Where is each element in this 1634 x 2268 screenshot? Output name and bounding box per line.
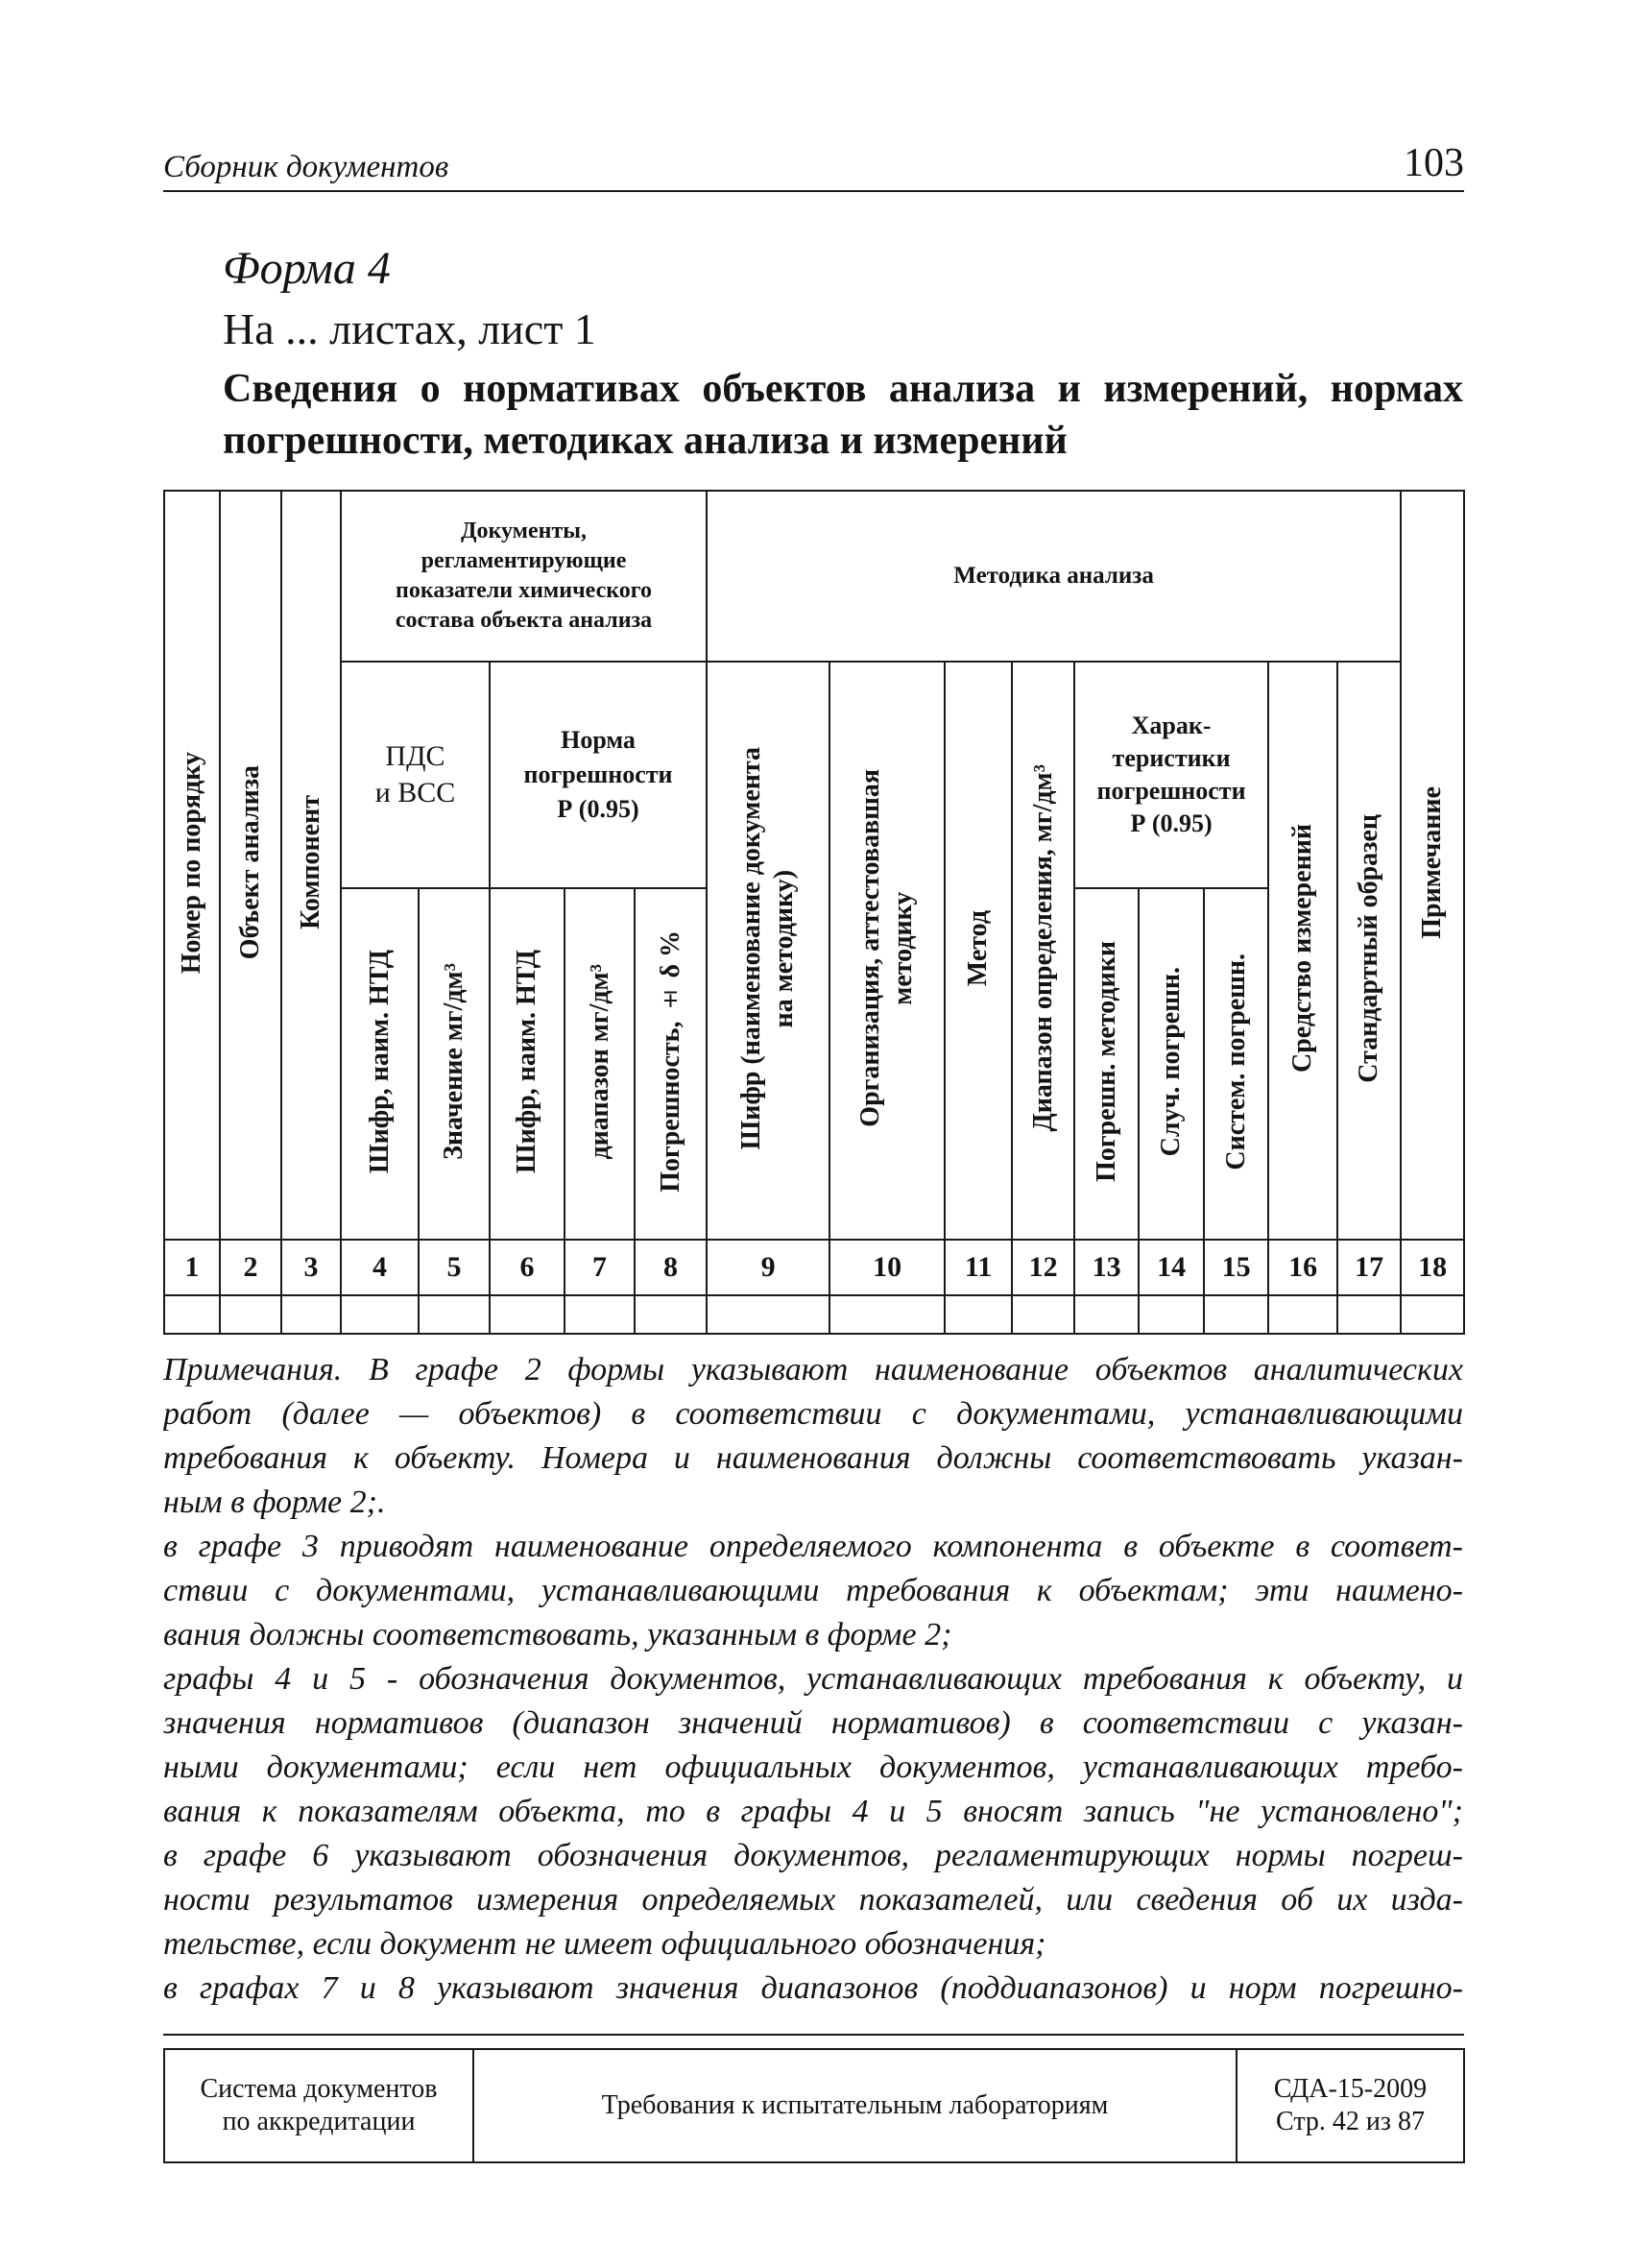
note-line: ности результатов измерения определяемых показателей, или сведения об их изда- [163,1882,1463,1918]
column-number: 17 [1337,1240,1401,1295]
col-label-analysis-object: Объект анализа [235,765,265,960]
note-line: в графе 3 приводят наименование определяемого компонента в объекте в соответ- [163,1529,1463,1564]
footer-system [164,2049,473,2162]
col-header-component [281,491,341,1240]
column-number: 11 [945,1240,1012,1295]
footer-doc-code: СДА-15-2009 [1273,2074,1428,2104]
column-number-row [164,1240,1464,1295]
col-label-norm-document: Шифр, наим. НТД [512,949,541,1174]
empty-cell [1268,1295,1337,1334]
col-header-reference-sample [1337,662,1401,1240]
footer-box [163,2048,1465,2163]
empty-cell [1337,1295,1401,1334]
col-label-measuring-instrument: Средство измерений [1287,823,1318,1073]
col-header-note [1401,491,1464,1240]
col-label-component: Компонент [296,795,325,930]
note-line: значения нормативов (диапазон значений нормативов) в соответствии с указан- [163,1705,1463,1741]
col-header-method [945,662,1012,1240]
footer-title: Требования к испытательным лабораториям [473,2049,1237,2162]
col-label-pds-value: Значение мг/дм³ [439,963,469,1160]
empty-cell [1139,1295,1204,1334]
col-label-method-error: Погрешн. методики [1091,941,1121,1182]
empty-cell [220,1295,281,1334]
column-number: 6 [490,1240,565,1295]
col-header-detection-range [1012,662,1074,1240]
empty-cell [490,1295,565,1334]
note-line: ным в форме 2;. [163,1484,386,1520]
col-label-norm-range: диапазон мг/дм³ [584,963,614,1160]
table-header-row [164,491,1464,662]
empty-cell [707,1295,829,1334]
col-label-note: Примечание [1417,786,1448,939]
form-name: Форма 4 [223,243,391,294]
col-header-method-code [707,662,829,1240]
col-header-norm-error [635,888,707,1240]
column-number: 10 [829,1240,945,1295]
col-label-pds-document: Шифр, наим. НТД [364,949,395,1174]
note-line: в графе 6 указывают обозначения документов, регламентирующих нормы погреш- [163,1838,1463,1873]
col-header-analysis-object [220,491,281,1240]
col-label-method: Метод [963,909,994,987]
column-number: 13 [1074,1240,1139,1295]
col-label-serial-number: Номер по порядку [177,751,206,975]
form-title-line: Сведения о нормативах объектов анализа и измерений, нормах [223,367,1463,411]
empty-cell [635,1295,707,1334]
note-line: требования к объекту. Номера и наименования должны соответствовать указан- [163,1440,1463,1476]
form-title-line: погрешности, методиках анализа и измерений [223,419,1068,463]
col-header-norm-document [490,888,565,1240]
column-number: 15 [1204,1240,1268,1295]
note-line: работ (далее — объектов) в соответствии с документами, устанавливающими [163,1396,1463,1432]
empty-cell [829,1295,945,1334]
col-header-method-error [1074,888,1139,1240]
footer-system-line: Система документов [200,2074,438,2104]
column-number: 1 [164,1240,220,1295]
note-line: графы 4 и 5 - обозначения документов, устанавливающих требования к объекту, и [163,1661,1463,1697]
col-header-random-error [1139,888,1204,1240]
column-number: 7 [565,1240,635,1295]
empty-cell [281,1295,341,1334]
empty-cell [1401,1295,1464,1334]
col-label-random-error: Случ. погрешн. [1156,966,1187,1157]
empty-cell [419,1295,490,1334]
empty-cell [1204,1295,1268,1334]
note-line: вания к показателям объекта, то в графы 4 и 5 вносят запись "не установлено"; [163,1794,1463,1829]
running-header-collection: Сборник документов [163,150,449,184]
page-number: 103 [1404,141,1464,185]
footer-doc-ref [1237,2049,1464,2162]
col-header-serial-number [164,491,220,1240]
col-header-certifying-organization [829,662,945,1240]
note-line: ствии с документами, устанавливающими требования к объектам; эти наимено- [163,1573,1463,1608]
group-header-analysis-method: Методика анализа [707,491,1401,662]
col-label-reference-sample: Стандартный образец [1354,813,1384,1083]
empty-cell [1012,1295,1074,1334]
col-header-norm-range [565,888,635,1240]
column-number: 5 [419,1240,490,1295]
col-header-measuring-instrument [1268,662,1337,1240]
col-label-detection-range: Диапазон определения, мг/дм³ [1027,764,1058,1132]
empty-cell [164,1295,220,1334]
column-number: 3 [281,1240,341,1295]
note-line: в графах 7 и 8 указывают значения диапазонов (поддиапазонов) и норм погрешно- [163,1970,1463,2006]
column-number: 9 [707,1240,829,1295]
footer-rule [163,2034,1464,2036]
col-label-norm-error: Погрешность, ± δ % [655,930,685,1193]
footer-page-count: Стр. 42 из 87 [1276,2107,1425,2136]
subgroup-header-pds: ПДС и ВСС [341,662,490,888]
col-label-certifying-organization: Организация, аттестовавшая методику [855,769,919,1127]
column-number: 14 [1139,1240,1204,1295]
note-line: Примечания. В графе 2 формы указывают наименование объектов аналитических [163,1352,1463,1387]
standards-table [163,490,1465,1335]
notes-block [163,1348,1463,2011]
col-header-pds-document [341,888,419,1240]
group-header-regulating-documents: Документы, регламентирующие показатели химического состава объекта анализа [341,491,707,662]
col-label-systematic-error: Систем. погрешн. [1220,953,1251,1170]
column-number: 16 [1268,1240,1337,1295]
subgroup-header-error-norm: Норма погрешности Р (0.95) [490,662,707,888]
column-number: 18 [1401,1240,1464,1295]
note-line: ными документами; если нет официальных документов, устанавливающих требо- [163,1749,1463,1785]
column-number: 4 [341,1240,419,1295]
column-number: 12 [1012,1240,1074,1295]
col-header-pds-value [419,888,490,1240]
column-number: 8 [635,1240,707,1295]
empty-data-row [164,1295,1464,1334]
note-line: тельстве, если документ не имеет официального обозначения; [163,1926,1046,1962]
empty-cell [945,1295,1012,1334]
table-header-row [164,662,1464,888]
note-line: вания должны соответствовать, указанным в форме 2; [163,1617,952,1653]
footer-system-line: по аккредитации [222,2107,416,2136]
col-label-method-code: Шифр (наименование документа на методику) [736,746,800,1150]
form-sheets: На ... листах, лист 1 [223,304,596,353]
column-number: 2 [220,1240,281,1295]
empty-cell [1074,1295,1139,1334]
header-rule [163,190,1464,192]
empty-cell [341,1295,419,1334]
empty-cell [565,1295,635,1334]
col-header-systematic-error [1204,888,1268,1240]
subgroup-header-error-characteristics: Харак- теристики погрешности Р (0.95) [1074,662,1268,888]
